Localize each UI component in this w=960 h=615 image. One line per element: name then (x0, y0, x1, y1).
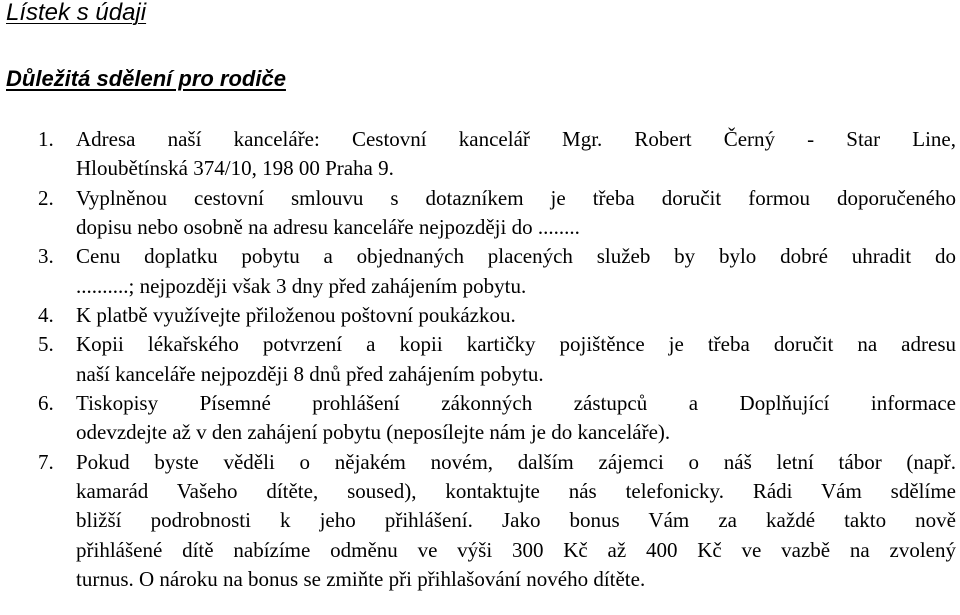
notice-item-6 (38, 389, 956, 448)
notice-text-line: K platbě využívejte přiloženou poštovní poukázkou. (76, 303, 516, 328)
notice-number: 2. (38, 185, 54, 210)
notice-text-line: Tiskopisy Písemné prohlášení zákonných zástupců a Doplňující informace (76, 391, 956, 416)
notice-number: 6. (38, 391, 54, 416)
notice-list (38, 125, 956, 595)
notice-text-line: přihlášené dítě nabízíme odměnu ve výši 300 Kč až 400 Kč ve vazbě na zvolený (76, 537, 956, 562)
notice-text-line: Cenu doplatku pobytu a objednaných placených služeb by bylo dobré uhradit do (76, 244, 956, 269)
notice-number: 7. (38, 449, 54, 474)
notice-text-line: Adresa naší kanceláře: Cestovní kancelář Mgr. Robert Černý - Star Line, (76, 127, 956, 151)
document-title: Lístek s údaji (6, 0, 147, 26)
notice-item-1 (38, 125, 956, 184)
notice-number: 1. (38, 127, 54, 151)
notice-text-line: ..........; nejpozději však 3 dny před zahájením pobytu. (76, 273, 527, 298)
notice-text-line: Pokud byste věděli o nějakém novém, dalším zájemci o náš letní tábor (např. (76, 449, 956, 474)
document-subtitle: Důležitá sdělení pro rodiče (6, 66, 286, 91)
notice-item-3 (38, 242, 956, 301)
notice-text-line: odevzdejte až v den zahájení pobytu (neposílejte nám je do kanceláře). (76, 420, 671, 445)
notice-text-line: Kopii lékařského potvrzení a kopii kartičky pojištěnce je třeba doručit na adresu (76, 332, 956, 357)
notice-item-7 (38, 448, 956, 595)
notice-text-line: Hloubětínská 374/10, 198 00 Praha 9. (76, 156, 394, 181)
notice-item-5 (38, 330, 956, 389)
notice-text-line: naší kanceláře nejpozději 8 dnů před zahájením pobytu. (76, 361, 544, 386)
notice-number: 4. (38, 303, 54, 328)
notice-number: 5. (38, 332, 54, 357)
notice-text-line: turnus. O nároku na bonus se zmiňte při přihlašování nového dítěte. (76, 567, 646, 592)
notice-item-2 (38, 184, 956, 243)
notice-text-line: kamarád Vašeho dítěte, soused), kontaktujte nás telefonicky. Rádi Vám sdělíme (76, 479, 956, 504)
notice-text-line: dopisu nebo osobně na adresu kanceláře nejpozději do ........ (76, 215, 580, 240)
notice-item-4 (38, 301, 956, 330)
notice-number: 3. (38, 244, 54, 269)
notice-text-line: bližší podrobnosti k jeho přihlášení. Jako bonus Vám za každé takto nově (76, 508, 956, 533)
notice-text-line: Vyplněnou cestovní smlouvu s dotazníkem je třeba doručit formou doporučeného (76, 185, 956, 210)
